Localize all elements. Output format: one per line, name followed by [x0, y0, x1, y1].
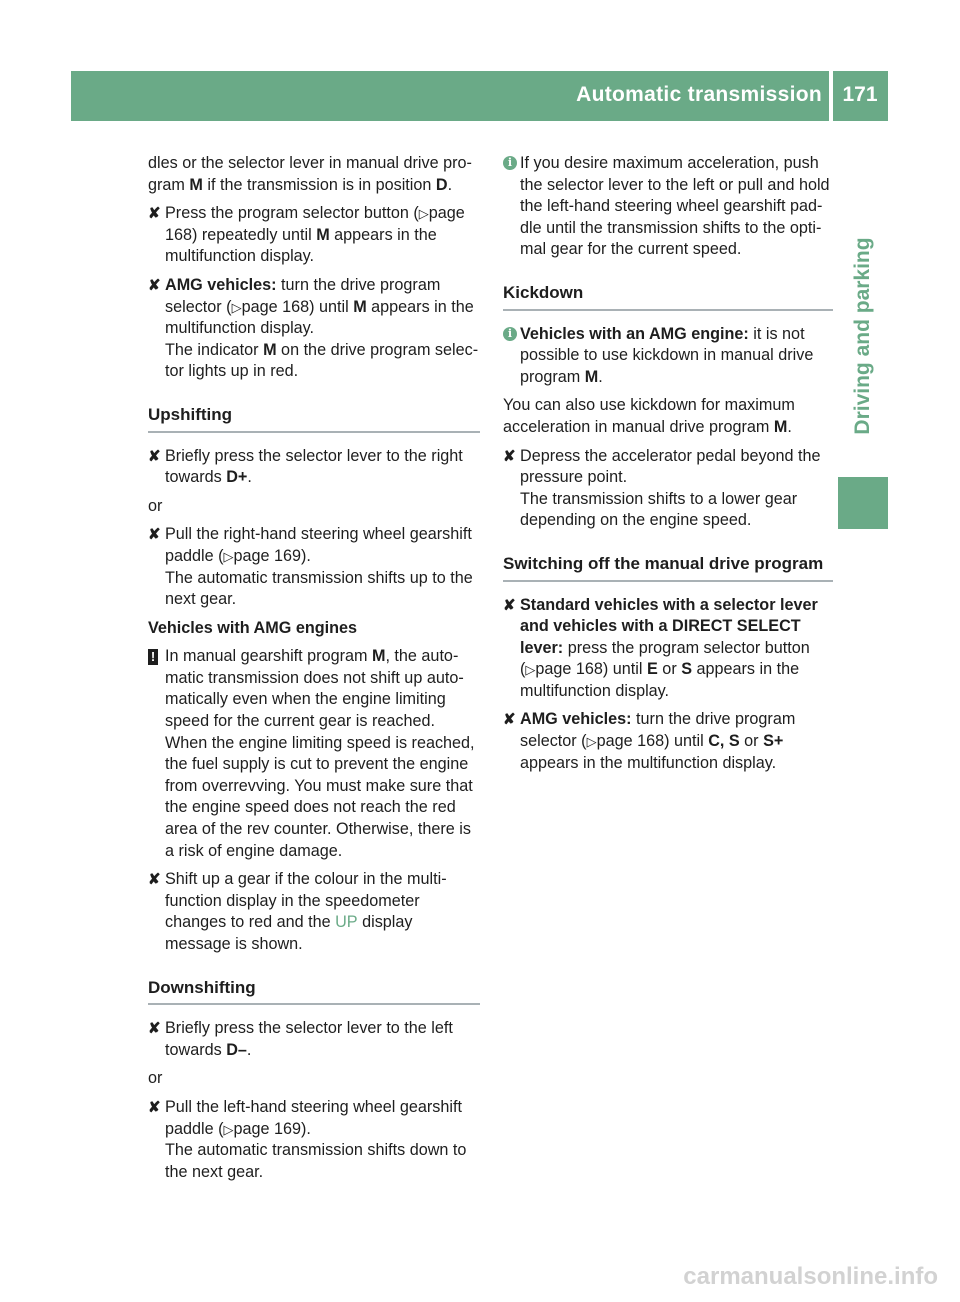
page-ref-icon: ▷ — [586, 734, 597, 750]
left-column — [148, 153, 480, 1190]
step-x-icon: ✘ — [148, 447, 161, 465]
step-x-icon: ✘ — [148, 276, 161, 294]
heading-kickdown: Kickdown — [503, 268, 833, 311]
step-x-icon: ✘ — [148, 526, 161, 544]
step-amg-turn-selector: ✘ AMG vehicles: turn the drive program selector (▷page 168) until M appears in the multifunction display. The indicator M on the drive program selec-tor lights up in red. — [148, 275, 479, 381]
step-press-left: ✘ Briefly press the selector lever to the left towards D–. — [148, 1019, 453, 1059]
header-divider — [829, 71, 833, 121]
info-note-max-acceleration: i If you desire maximum acceleration, push the selector lever to the left or pull and hold the left-hand steering wheel gearshift pad-dle until the transmission shifts to the opti-mal gear for the current speed. — [503, 153, 833, 261]
step-x-icon: ✘ — [503, 711, 516, 729]
info-icon: i — [503, 156, 517, 170]
page-ref-link[interactable]: page 169). — [233, 1119, 311, 1138]
step-x-icon: ✘ — [503, 596, 516, 614]
page-ref-icon: ▷ — [231, 299, 242, 315]
page-ref-icon: ▷ — [223, 548, 234, 564]
page-ref-link[interactable]: page 168) until — [596, 732, 709, 751]
step-x-icon: ✘ — [148, 1020, 161, 1038]
warning-note: ! In manual gearshift program M, the auto-matic transmission does not shift up auto-matically even when the engine limiting speed for the current gear is reached. When the engine limiting speed is reached, the fuel supply is cut to prevent the engine from overrevving. You must make sure that the engine speed does not reach the red area of the rev counter. Otherwise, there is a risk of engine damage. — [148, 646, 480, 862]
step-x-icon: ✘ — [148, 871, 161, 889]
page-ref-link[interactable]: page 169). — [233, 546, 311, 565]
kickdown-paragraph: You can also use kickdown for maximum acceleration in manual drive program M. — [503, 396, 795, 436]
heading-switching-off: Switching off the manual drive program — [503, 539, 833, 582]
info-icon: i — [503, 327, 517, 341]
step-press-selector-button: ✘ Press the program selector button (▷page 168) repeatedly until M appears in the multifunction display. — [148, 204, 465, 266]
or-text: or — [148, 1069, 163, 1088]
info-note-amg-kickdown: i Vehicles with an AMG engine: it is not possible to use kickdown in manual drive program M. — [503, 324, 833, 389]
step-depress-accelerator: ✘ Depress the accelerator pedal beyond the pressure point. The transmission shifts to a lower gear depending on the engine speed. — [503, 446, 821, 530]
subheading-amg-engines: Vehicles with AMG engines — [148, 618, 357, 637]
page-ref-link[interactable]: page 168) until — [535, 660, 647, 679]
step-pull-left-paddle: ✘ Pull the left-hand steering wheel gearshift paddle (▷page 169). The automatic transmission shifts down to the next gear. — [148, 1097, 467, 1181]
page-ref-link[interactable]: page 168) until — [241, 297, 354, 316]
side-chapter-marker — [838, 477, 888, 529]
step-standard-vehicles: ✘ Standard vehicles with a selector lever and vehicles with a DIRECT SELECT lever: press the program selector button (▷page 168) until E or S appears in the multifunction display. — [503, 595, 818, 700]
or-text: or — [148, 496, 163, 515]
warning-icon: ! — [148, 649, 158, 665]
heading-upshifting: Upshifting — [148, 390, 480, 433]
step-shift-up: ✘ Shift up a gear if the colour in the multi-function display in the speedometer changes to red and the UP display message is shown. — [148, 870, 447, 953]
page-ref-icon: ▷ — [418, 206, 429, 222]
display-message-up: UP — [335, 913, 358, 932]
continued-paragraph: dles or the selector lever in manual drive pro-gram M if the transmission is in position D. — [148, 154, 472, 194]
page-ref-icon: ▷ — [223, 1121, 234, 1137]
page-section-title: Automatic transmission — [576, 83, 822, 106]
step-x-icon: ✘ — [148, 205, 161, 223]
page-number: 171 — [842, 83, 878, 106]
page-ref-link[interactable]: page 168) repeatedly until — [165, 204, 465, 244]
heading-downshifting: Downshifting — [148, 963, 480, 1006]
step-x-icon: ✘ — [148, 1098, 161, 1116]
step-amg-vehicles-switch: ✘ AMG vehicles: turn the drive program selector (▷page 168) until C, S or S+ appears in the multifunction display. — [503, 710, 796, 772]
side-chapter-label: Driving and parking — [851, 237, 874, 435]
step-pull-right-paddle: ✘ Pull the right-hand steering wheel gearshift paddle (▷page 169). The automatic transmission shifts up to the next gear. — [148, 525, 473, 609]
watermark: carmanualsonline.info — [683, 1263, 938, 1290]
step-press-right: ✘ Briefly press the selector lever to the right towards D+. — [148, 446, 463, 487]
right-column — [503, 153, 833, 781]
step-x-icon: ✘ — [503, 447, 516, 465]
page-ref-icon: ▷ — [525, 662, 536, 678]
